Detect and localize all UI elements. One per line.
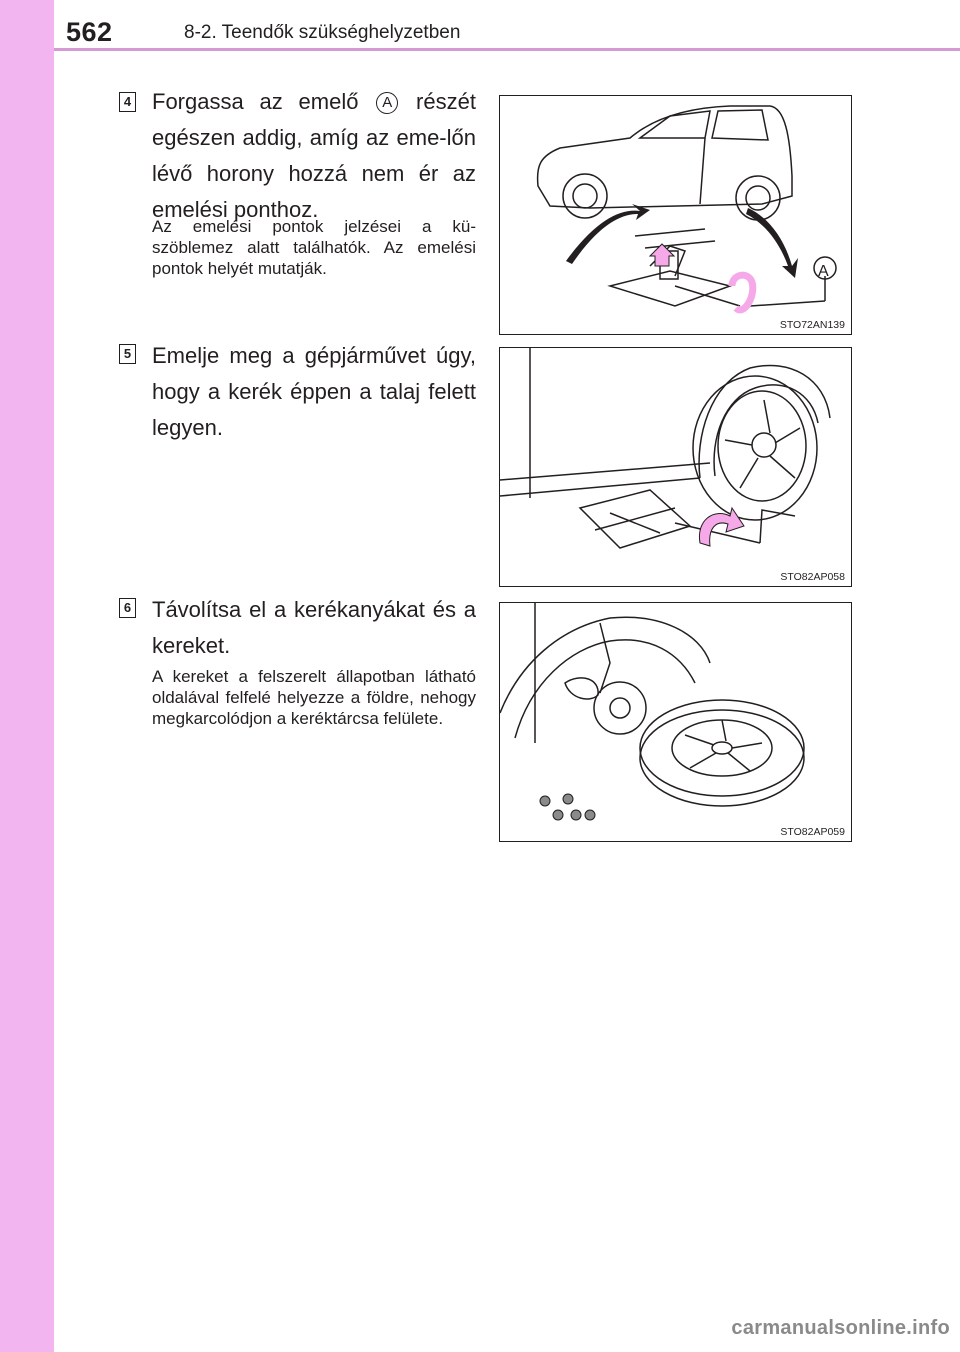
figure-lift-vehicle	[499, 347, 852, 587]
page-number: 562	[66, 17, 113, 47]
watermark: carmanualsonline.info	[731, 1317, 950, 1339]
header-rule	[54, 48, 960, 51]
step-text: Távolítsa el a kerékanyákat és a kereket.	[152, 597, 476, 658]
callout-label: A	[818, 263, 829, 280]
figure-remove-wheel	[499, 602, 852, 842]
step-text-before: Forgassa az emelő	[152, 89, 359, 114]
section-title: 8-2. Teendők szükséghelyzetben	[184, 22, 461, 43]
figure-code: STO82AP059	[780, 826, 845, 838]
step-badge: 4	[119, 92, 136, 112]
figure-car-jack	[499, 95, 852, 335]
lift-vehicle-illustration	[500, 348, 853, 588]
figure-code: STO72AN139	[779, 319, 845, 331]
car-jack-illustration	[500, 96, 853, 336]
figure-code: STO82AP058	[780, 571, 845, 583]
side-strip	[0, 0, 54, 1352]
remove-wheel-illustration	[500, 603, 853, 843]
step-badge: 5	[119, 344, 136, 364]
circled-label: A	[376, 92, 398, 114]
step-text: Emelje meg a gépjárművet úgy, hogy a kerék éppen a talaj felett legyen.	[152, 343, 476, 440]
step-note: A kereket a felszerelt állapotban látható oldalával felfelé helyezze a földre, nehogy megkarcolódjon a keréktárcsa felülete.	[152, 667, 476, 728]
step-text	[152, 84, 476, 228]
step-badge: 6	[119, 598, 136, 618]
step-note: Az emelési pontok jelzései a kü-szöblemez alatt találhatók. Az emelési pontok helyét mutatják.	[152, 217, 476, 278]
step-text-after: részét egészen addig, amíg az eme-lőn lévő horony hozzá nem ér az emelési ponthoz.	[152, 89, 476, 222]
